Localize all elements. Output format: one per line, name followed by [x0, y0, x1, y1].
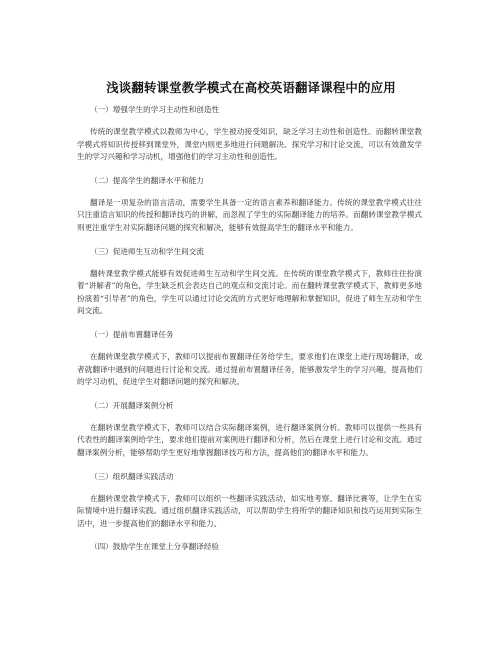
section-1: [77, 104, 422, 164]
section-paragraph: 传统的课堂教学模式以教师为中心，学生被动接受知识，缺乏学习主动性和创造性。而翻转课堂教学模式将知识传授移到课堂外，课堂内则更多地进行问题解决、探究学习和讨论交流，可以有效激发学生的学习兴趣和学习动机，增强他们的学习主动性和创造性。: [77, 127, 422, 162]
section-4: [77, 329, 422, 389]
section-heading: （三）组织翻译实践活动: [90, 471, 174, 481]
document-title: 浅谈翻转课堂教学模式在高校英语翻译课程中的应用: [106, 80, 396, 95]
section-paragraph: 在翻转课堂教学模式下，教师可以结合实际翻译案例，进行翻译案例分析。教师可以提供一些具有代表性的翻译案例给学生，要求他们提前对案例进行翻译和分析，然后在课堂上进行讨论和交流。通过翻译案例分析，能够帮助学生更好地掌握翻译技巧和方法，提高他们的翻译水平和能力。: [77, 422, 422, 457]
document-body: [77, 104, 422, 552]
section-paragraph: 在翻转课堂教学模式下，教师可以组织一些翻译实践活动，如实地考察、翻译比赛等，让学生在实际情境中进行翻译实践。通过组织翻译实践活动，可以帮助学生将所学的翻译知识和技巧运用到实际生活中，进一步提高他们的翻译水平和能力。: [77, 493, 422, 528]
section-6: [77, 471, 422, 531]
section-paragraph: 翻译是一项复杂的语言活动，需要学生具备一定的语言素养和翻译能力。传统的课堂教学模式往往只注重语言知识的传授和翻译技巧的讲解，而忽视了学生的实际翻译能力的培养。而翻转课堂教学模式则更注重学生对实际翻译问题的探究和解决，能够有效提高学生的翻译水平和能力。: [77, 197, 422, 232]
section-paragraph: 在翻转课堂教学模式下，教师可以提前布置翻译任务给学生，要求他们在课堂上进行现场翻译，或者就翻译中遇到的问题进行讨论和交流。通过提前布置翻译任务，能够激发学生的学习兴趣，提高他们的学习动机，促进学生对翻译问题的探究和解决。: [77, 351, 422, 387]
section-2: [77, 175, 422, 235]
section-5: [77, 400, 422, 460]
section-3: [77, 246, 422, 318]
section-heading: （四）鼓励学生在课堂上分享翻译经验: [90, 542, 220, 552]
section-heading: （一）增强学生的学习主动性和创造性: [90, 105, 220, 114]
section-heading: （二）提高学生的翻译水平和能力: [90, 175, 204, 185]
section-heading: （二）开展翻译案例分析: [90, 400, 174, 410]
section-7: [77, 541, 422, 552]
section-paragraph: 翻转课堂教学模式能够有效促进师生互动和学生间交流。在传统的课堂教学模式下，教师往往扮演着“讲解者”的角色，学生缺乏机会表达自己的观点和交流讨论。而在翻转课堂教学模式下，教师更多地扮演着“引导者”的角色，学生可以通过讨论交流的方式更好地理解和掌握知识，促进了师生互动和学生间交流。: [77, 268, 422, 316]
section-heading: （一）提前布置翻译任务: [90, 329, 174, 339]
section-heading: （三）促进师生互动和学生间交流: [90, 246, 204, 256]
